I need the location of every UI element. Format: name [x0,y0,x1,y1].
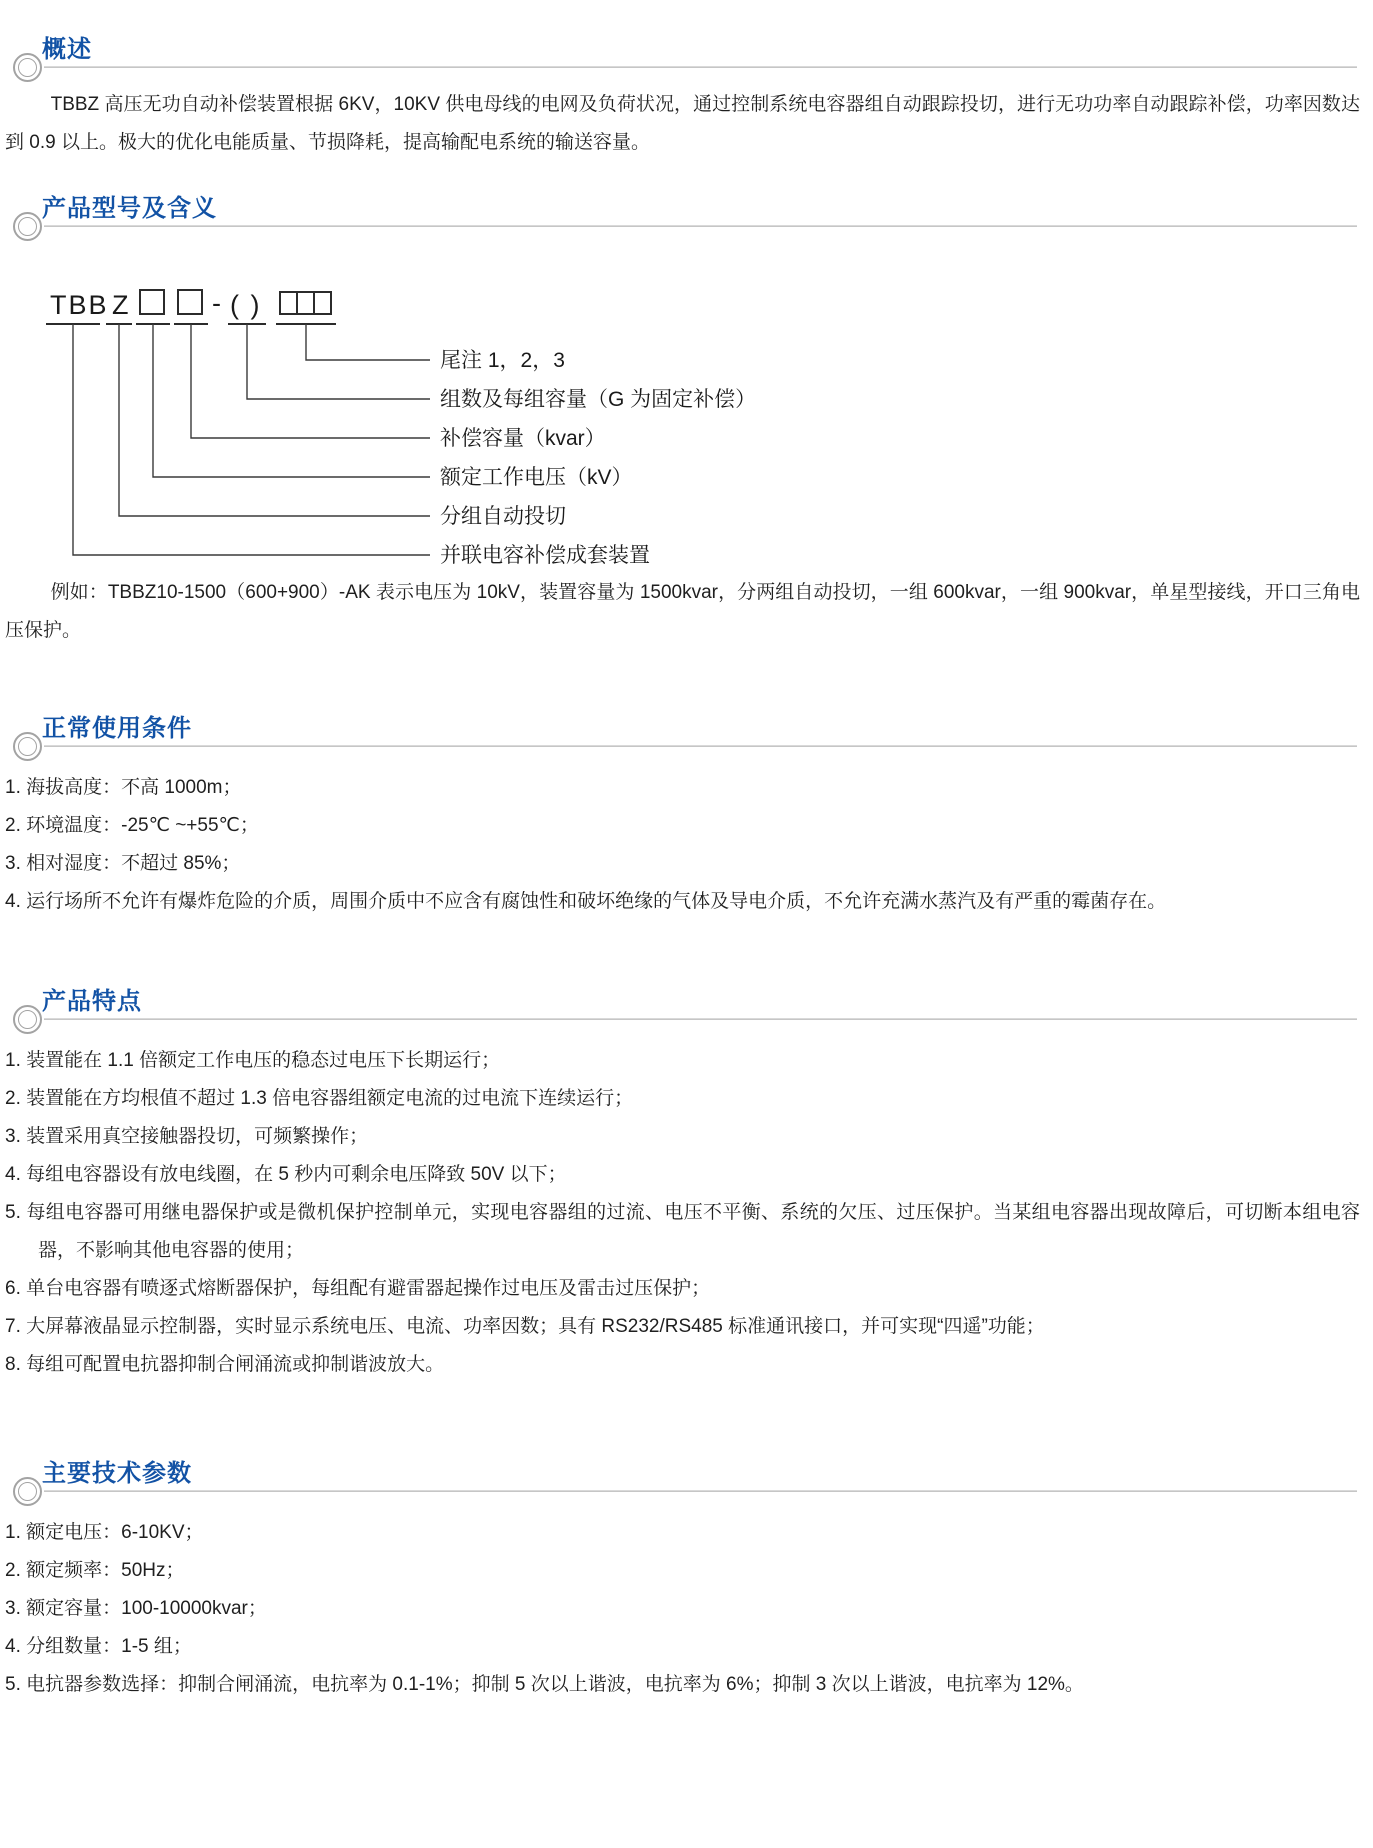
section-title-features: 产品特点 [42,988,142,1015]
section-divider [44,225,1357,227]
condition-item: 2. 环境温度：-25℃ ~+55℃； [5,815,259,836]
section-divider [44,745,1357,747]
connector-line [191,324,430,438]
condition-item: 1. 海拔高度：不高 1000m； [5,777,242,798]
connector-line [247,324,430,399]
model-example-paragraph: 例如：TBBZ10-1500（600+900）-AK 表示电压为 10kV，装置容量为 1500kvar，分两组自动投切，一组 600kvar，一组 900kvar，单星型接线，开口三角电压保护。 [5,582,1360,641]
diagram-label-capacity: 补偿容量（kvar） [440,427,606,450]
parameter-item: 2. 额定频率：50Hz； [5,1560,185,1581]
section-model [0,187,1373,650]
code-capacity-box [178,290,202,314]
parameter-item: 4. 分组数量：1-5 组； [5,1636,192,1657]
section-divider [44,1490,1357,1492]
section-ring-icon [13,1005,42,1034]
feature-item: 4. 每组电容器设有放电线圈，在 5 秒内可剩余电压降致 50V 以下； [5,1164,567,1185]
diagram-label-suffix: 尾注 1，2，3 [440,349,565,372]
feature-item: 7. 大屏幕液晶显示控制器，实时显示系统电压、电流、功率因数；具有 RS232/RS485 标准通讯接口，并可实现“四遥”功能； [5,1316,1045,1337]
code-suffix-box [280,292,297,314]
model-code-diagram [0,272,1373,572]
section-title-parameters: 主要技术参数 [42,1460,192,1487]
overview-paragraph: TBBZ 高压无功自动补偿装置根据 6KV，10KV 供电母线的电网及负荷状况，通过控制系统电容器组自动跟踪投切，进行无功功率自动跟踪补偿，功率因数达到 0.9 以上。极大的优化电能质量、节损降耗，提高输配电系统的输送容量。 [5,94,1360,153]
code-paren: ( ) [230,290,262,320]
code-group-flag: Z [112,290,131,320]
section-conditions [0,707,1373,921]
connector-line [119,324,430,516]
diagram-label-switch: 分组自动投切 [440,505,566,528]
feature-item: 8. 每组可配置电抗器抑制合闸涌流或抑制谐波放大。 [5,1354,445,1375]
condition-item: 4. 运行场所不允许有爆炸危险的介质，周围介质中不应含有腐蚀性和破坏绝缘的气体及导电介质，不允许充满水蒸汽及有严重的霉菌存在。 [5,891,1167,912]
section-divider [44,1018,1357,1020]
section-ring-icon [13,732,42,761]
feature-item: 2. 装置能在方均根值不超过 1.3 倍电容器组额定电流的过电流下连续运行； [5,1088,634,1109]
condition-item: 3. 相对湿度：不超过 85%； [5,853,241,874]
code-prefix: TBB [50,290,109,320]
feature-item: 5. 每组电容器可用继电器保护或是微机保护控制单元，实现电容器组的过流、电压不平衡、系统的欠压、过压保护。当某组电容器出现故障后，可切断本组电容器，不影响其他电容器的使用； [5,1202,1360,1261]
section-divider [44,66,1357,68]
section-title-overview: 概述 [42,36,92,63]
section-header-conditions [0,707,1373,747]
parameter-item: 5. 电抗器参数选择：抑制合闸涌流，电抗率为 0.1-1%；抑制 5 次以上谐波，电抗率为 6%；抑制 3 次以上谐波，电抗率为 12%。 [5,1674,1084,1695]
section-ring-icon [13,53,42,82]
section-title-conditions: 正常使用条件 [42,715,192,742]
code-dash: - [212,288,223,318]
section-ring-icon [13,212,42,241]
section-ring-icon [13,1477,42,1506]
feature-item: 6. 单台电容器有喷逐式熔断器保护，每组配有避雷器起操作过电压及雷击过压保护； [5,1278,711,1299]
features-list [5,1042,1360,1384]
connector-line [73,324,430,555]
code-suffix-box [297,292,314,314]
section-overview [0,28,1373,162]
diagram-label-groups: 组数及每组容量（G 为固定补偿） [440,388,757,411]
code-suffix-box [314,292,331,314]
diagram-label-device: 并联电容补偿成套装置 [440,544,650,567]
feature-item: 1. 装置能在 1.1 倍额定工作电压的稳态过电压下长期运行； [5,1050,501,1071]
conditions-list [5,769,1360,921]
section-header-overview [0,28,1373,68]
section-header-features [0,980,1373,1020]
feature-item: 3. 装置采用真空接触器投切，可频繁操作； [5,1126,369,1147]
connector-line [153,324,430,477]
parameter-item: 3. 额定容量：100-10000kvar； [5,1598,267,1619]
section-header-model [0,187,1373,227]
section-title-model: 产品型号及含义 [42,195,217,222]
connector-line [306,324,430,360]
section-parameters [0,1452,1373,1704]
parameter-item: 1. 额定电压：6-10KV； [5,1522,204,1543]
parameters-list [5,1514,1360,1704]
code-voltage-box [140,290,164,314]
section-header-parameters [0,1452,1373,1492]
section-features [0,980,1373,1384]
diagram-label-voltage: 额定工作电压（kV） [440,466,633,489]
